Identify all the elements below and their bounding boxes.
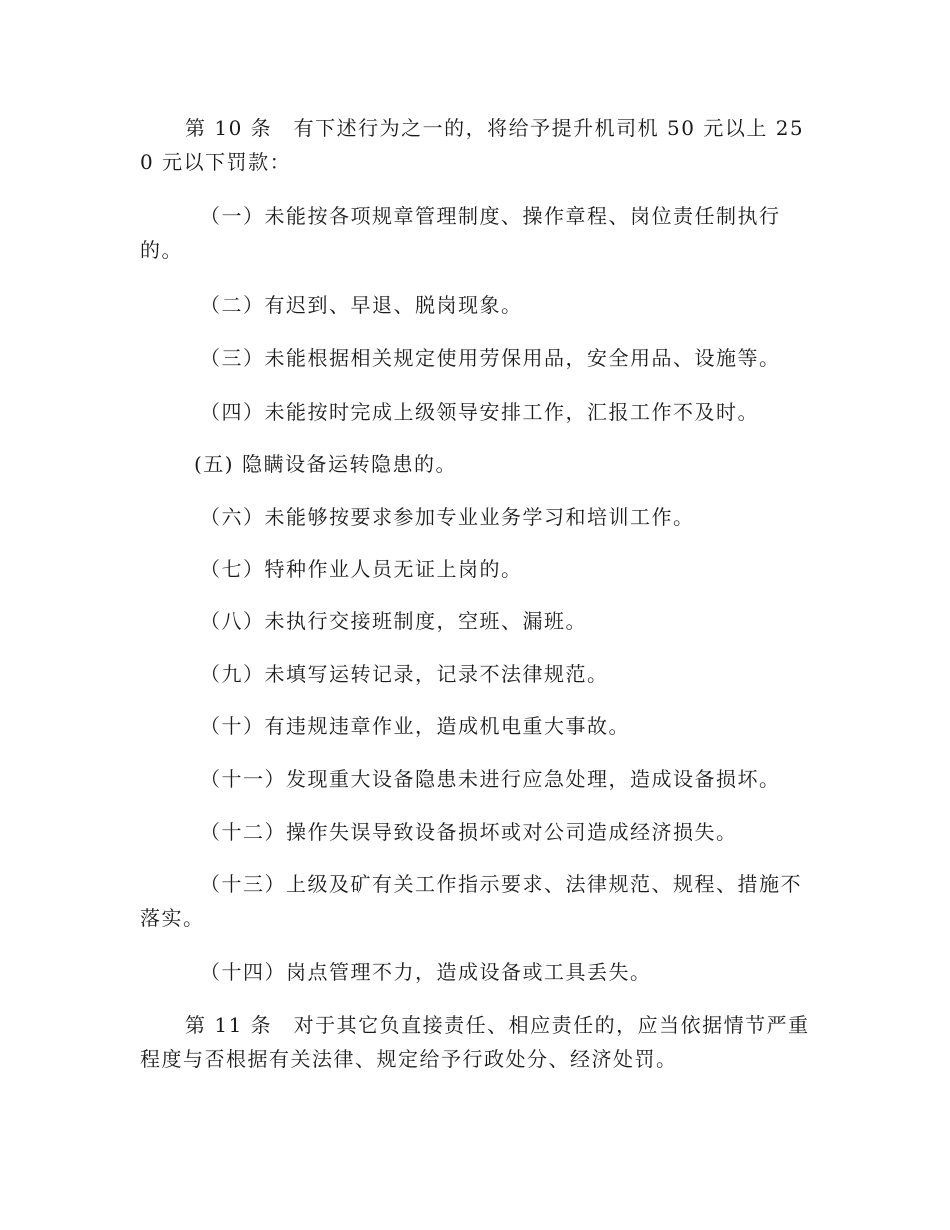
article-11-paragraph	[140, 1008, 810, 1076]
item-4: （四）未能按时完成上级领导安排工作，汇报工作不及时。	[200, 400, 759, 424]
article-10-heading: 第 10 条	[185, 116, 273, 140]
item-10: （十）有违规违章作业，造成机电重大事故。	[200, 714, 630, 738]
article-10-paragraph	[140, 111, 810, 179]
item-3: （三）未能根据相关规定使用劳保用品，安全用品、设施等。	[200, 346, 781, 370]
article-11-heading: 第 11 条	[185, 1013, 273, 1037]
item-6: （六）未能够按要求参加专业业务学习和培训工作。	[200, 505, 695, 529]
item-14: （十四）岗点管理不力，造成设备或工具丢失。	[200, 960, 652, 984]
item-13: （十三）上级及矿有关工作指示要求、法律规范、规程、措施不落实。	[140, 872, 802, 930]
article-10-text: 有下述行为之一的，将给予提升机司机 50 元以上 250 元以下罚款：	[140, 116, 805, 174]
item-12: （十二）操作失误导致设备损坏或对公司造成经济损失。	[200, 820, 738, 844]
item-5: (五) 隐瞒设备运转隐患的。	[194, 452, 457, 476]
item-11: （十一）发现重大设备隐患未进行应急处理，造成设备损坏。	[200, 767, 781, 791]
item-1: （一）未能按各项规章管理制度、操作章程、岗位责任制执行的。	[140, 204, 781, 262]
article-11-text: 对于其它负直接责任、相应责任的，应当依据情节严重程度与否根据有关法律、规定给予行政处分、经济处罚。	[140, 1013, 810, 1071]
item-7: （七）特种作业人员无证上岗的。	[200, 557, 523, 581]
item-2: （二）有迟到、早退、脱岗现象。	[200, 293, 523, 317]
item-9: （九）未填写运转记录，记录不法律规范。	[200, 662, 609, 686]
item-8: （八）未执行交接班制度，空班、漏班。	[200, 609, 587, 633]
